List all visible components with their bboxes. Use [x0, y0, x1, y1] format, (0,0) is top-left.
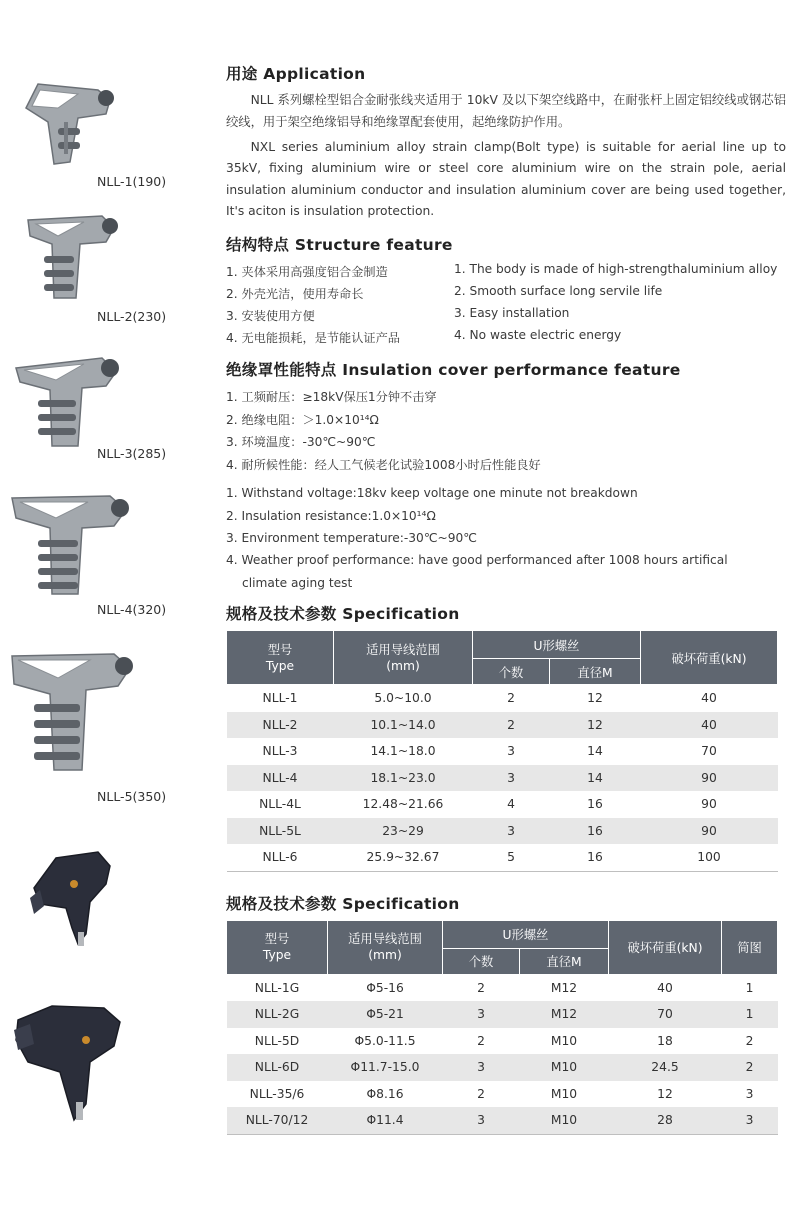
- product-caption: NLL-4(320): [97, 602, 167, 617]
- column-header-figure: 简图: [722, 920, 778, 974]
- section-title: 结构特点 Structure feature: [226, 236, 453, 255]
- product-image-nll-2: [18, 208, 128, 303]
- list-item: 4. No waste electric energy: [454, 328, 622, 343]
- table-row: NLL-35/6 Φ8.16 2 M10 12 3: [249, 1086, 754, 1101]
- product-caption: NLL-5(350): [97, 789, 167, 804]
- product-image-nll-1: [18, 78, 128, 168]
- structure-section: [226, 233, 786, 349]
- list-item: 4. 耐所候性能：经人工气候老化试验1008小时后性能良好: [226, 457, 541, 472]
- table-row: NLL-3 14.1~18.0 3 14 70: [262, 744, 717, 759]
- table-row: NLL-2 10.1~14.0 2 12 40: [227, 712, 778, 739]
- spec-table-1: [226, 630, 778, 872]
- list-item: 2. Smooth surface long servile life: [454, 284, 663, 299]
- column-header-load: 破坏荷重(kN): [641, 631, 778, 685]
- list-item: climate aging test: [242, 575, 353, 590]
- column-header-diameter: 直径M: [550, 659, 641, 685]
- product-caption: NLL-2(230): [97, 309, 167, 324]
- content-column: [226, 62, 786, 1135]
- list-item: 1. 夹体采用高强度铝合金制造: [226, 265, 388, 280]
- column-header-ubolt: U形螺丝: [443, 920, 609, 948]
- insulated-clamp-image: [26, 848, 126, 948]
- column-header-range: 适用导线范围 (mm): [328, 920, 443, 974]
- product-image-nll-4: [10, 488, 135, 598]
- section-title: 绝缘罩性能特点 Insulation cover performance feature: [226, 361, 681, 380]
- spec-table-2: [226, 920, 778, 1135]
- list-item: 2. 外壳光洁，使用寿命长: [226, 287, 364, 302]
- insulation-list-en: [226, 482, 786, 594]
- table-row: NLL-4L 12.48~21.66 4 16 90: [259, 797, 717, 812]
- list-item: 3. Environment temperature:-30℃~90℃: [226, 531, 477, 545]
- column-header-model: 型号 Type: [227, 920, 328, 974]
- column-header-load: 破坏荷重(kN): [609, 920, 722, 974]
- list-item: 3. Easy installation: [454, 306, 570, 321]
- column-header-model: 型号 Type: [227, 631, 334, 685]
- section-title: 规格及技术参数 Specification: [226, 605, 460, 624]
- structure-list-en: [454, 258, 777, 349]
- table-row: NLL-4 18.1~23.0 3 14 90: [227, 765, 778, 792]
- column-header-diameter: 直径M: [520, 948, 609, 974]
- list-item: 3. 安装使用方便: [226, 309, 315, 324]
- column-header-count: 个数: [443, 948, 520, 974]
- table-row: NLL-70/12 Φ11.4 3 M10 28 3: [227, 1107, 778, 1134]
- application-text-cn: NLL 系列螺栓型铝合金耐张线夹适用于 10kV 及以下架空线路中，在耐张杆上固定铝绞线或钢芯铝绞线，用于架空绝缘铝导和绝缘罩配套使用，起绝缘防护作用。: [226, 93, 786, 129]
- column-header-range: 适用导线范围 (mm): [334, 631, 473, 685]
- list-item: 2. Insulation resistance:1.0×10¹⁴Ω: [226, 508, 436, 523]
- product-gallery: [0, 0, 215, 1212]
- column-header-count: 个数: [473, 659, 550, 685]
- product-image-nll-3: [12, 350, 127, 450]
- list-item: 4. Weather proof performance: have good performanced after 1008 hours artifical: [226, 553, 728, 568]
- product-image-nll-5: [10, 650, 135, 775]
- table-row: NLL-6 25.9~32.67 5 16 100: [227, 844, 778, 871]
- spec-section-1: [226, 602, 786, 872]
- insulated-clamp-image: [12, 1000, 132, 1125]
- table-row: NLL-1G Φ5-16 2 M12 40 1: [254, 980, 754, 995]
- list-item: 4. 无电能损耗，是节能认证产品: [226, 331, 400, 346]
- section-title: 规格及技术参数 Specification: [226, 894, 460, 913]
- spec-section-2: [226, 892, 786, 1135]
- product-caption: NLL-3(285): [97, 446, 167, 461]
- structure-list-cn: [226, 261, 454, 349]
- table-row: NLL-2G Φ5-21 3 M12 70 1: [227, 1001, 778, 1028]
- table-row: NLL-1 5.0~10.0 2 12 40: [262, 691, 717, 706]
- table-row: NLL-5L 23~29 3 16 90: [227, 818, 778, 845]
- product-caption: NLL-1(190): [97, 174, 167, 189]
- list-item: 2. 绝缘电阻：＞1.0×10¹⁴Ω: [226, 412, 379, 427]
- section-title: 用途 Application: [226, 65, 366, 83]
- insulation-list-cn: [226, 386, 786, 476]
- application-text-en: NXL series aluminium alloy strain clamp(Bolt type) is suitable for aerial line up to 35kV, fixing aluminium wire or steel core aluminium wire on the strain pole, aerial insulation aluminium conductor and insulation aluminium cover are being used together, It's aciton is insulation protection.: [226, 140, 786, 218]
- list-item: 1. The body is made of high-strengthaluminium alloy: [454, 262, 778, 277]
- table-row: NLL-6D Φ11.7-15.0 3 M10 24.5 2: [227, 1054, 778, 1081]
- list-item: 3. 环境温度：-30℃~90℃: [226, 435, 376, 450]
- list-item: 1. Withstand voltage:18kv keep voltage one minute not breakdown: [226, 486, 638, 501]
- insulation-section: [226, 358, 786, 594]
- list-item: 1. 工频耐压：≥18kV保压1分钟不击穿: [226, 390, 437, 405]
- application-section: [226, 62, 786, 222]
- table-row: NLL-5D Φ5.0-11.5 2 M10 18 2: [254, 1033, 754, 1048]
- column-header-ubolt: U形螺丝: [473, 631, 641, 659]
